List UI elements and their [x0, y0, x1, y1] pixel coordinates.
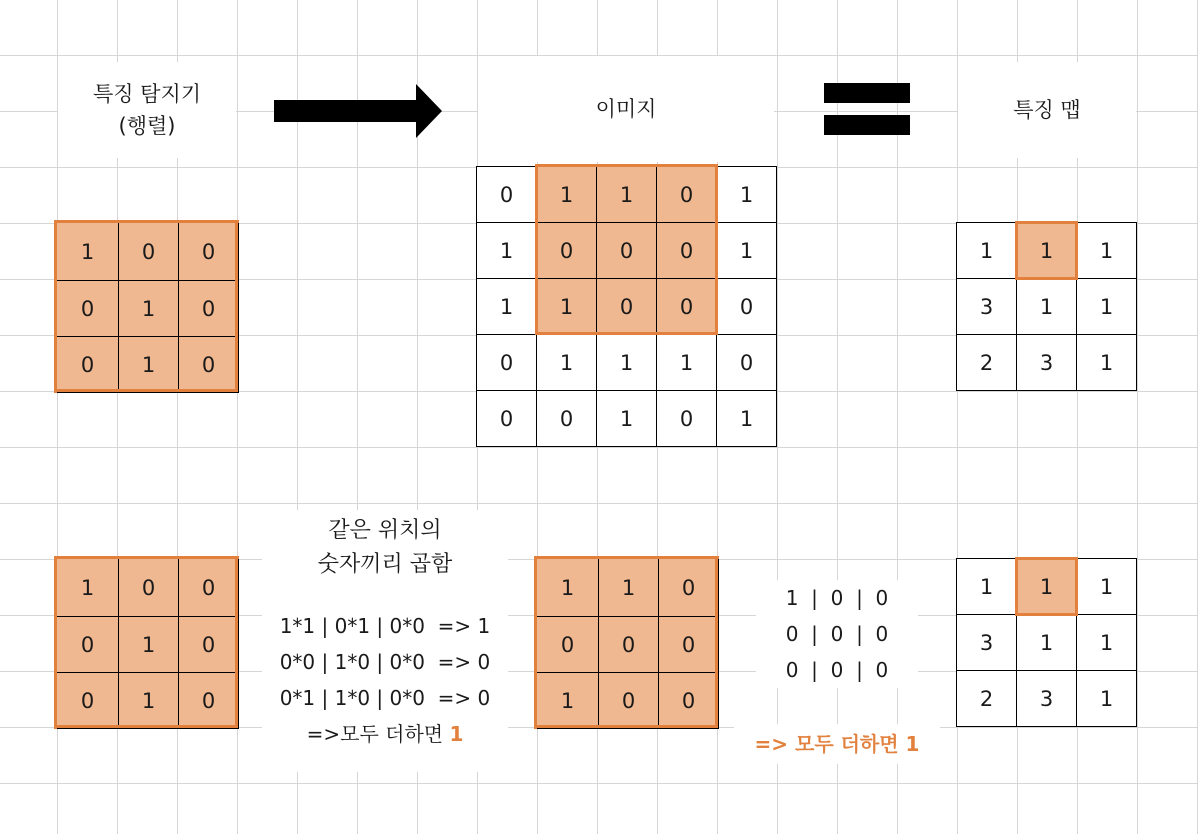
text-line: 0*1 | 1*0 | 0*0 => 0	[279, 686, 491, 710]
matrix-cell: 1	[1017, 279, 1077, 335]
matrix-cell: 0	[717, 335, 777, 391]
matrix-cell: 1	[957, 559, 1017, 615]
feature-map-matrix	[956, 222, 1137, 391]
matrix-cell: 0	[599, 673, 659, 729]
explanation-title-2: 숫자끼리 곱함	[317, 552, 453, 577]
matrix-cell: 1	[1017, 615, 1077, 671]
matrix-cell: 1	[537, 279, 597, 335]
feature-detector-subtitle: (행렬)	[118, 114, 176, 138]
matrix-cell: 1	[597, 391, 657, 447]
text-line: 1 | 0 | 0	[785, 586, 889, 610]
image-patch-matrix	[534, 556, 719, 729]
feature-detector-label	[58, 62, 236, 158]
matrix-cell: 0	[477, 167, 537, 223]
image-label: 이미지	[478, 56, 774, 162]
matrix-cell: 0	[57, 281, 119, 337]
matrix-cell: 1	[57, 223, 119, 281]
matrix-cell: 1	[1077, 223, 1137, 279]
matrix-cell: 1	[1077, 335, 1137, 391]
matrix-cell: 1	[119, 617, 179, 673]
feature-detector-title: 특징 탐지기	[92, 82, 202, 106]
matrix-cell: 1	[537, 673, 599, 729]
explanation	[262, 510, 508, 772]
matrix-cell: 0	[477, 391, 537, 447]
matrix-cell: 0	[179, 223, 239, 281]
matrix-cell: 1	[717, 223, 777, 279]
matrix-cell: 3	[1017, 671, 1077, 727]
sum-prefix: =>모두 더하면	[306, 722, 450, 746]
matrix-cell: 0	[659, 559, 719, 617]
matrix-cell: 0	[179, 559, 239, 617]
matrix-cell: 0	[119, 223, 179, 281]
matrix-cell: 1	[537, 335, 597, 391]
matrix-cell: 1	[119, 337, 179, 393]
matrix-cell: 1	[1017, 223, 1077, 279]
matrix-cell: 0	[659, 673, 719, 729]
filter-matrix-copy	[54, 556, 239, 729]
matrix-cell: 1	[1077, 671, 1137, 727]
sum-result: => 모두 더하면 1	[734, 724, 940, 764]
matrix-cell: 0	[57, 337, 119, 393]
matrix-cell: 1	[119, 281, 179, 337]
sum-line	[262, 716, 508, 752]
matrix-cell: 0	[57, 673, 119, 729]
multiplication-lines	[262, 608, 508, 716]
matrix-cell: 0	[179, 617, 239, 673]
matrix-cell: 2	[957, 335, 1017, 391]
feature-map-label: 특징 맵	[958, 62, 1136, 158]
matrix-cell: 0	[179, 337, 239, 393]
matrix-cell: 1	[477, 279, 537, 335]
sum-value: 1	[449, 722, 464, 746]
matrix-cell: 1	[597, 335, 657, 391]
matrix-cell: 0	[537, 223, 597, 279]
matrix-cell: 1	[599, 559, 659, 617]
matrix-cell: 1	[119, 673, 179, 729]
right-arrow-icon	[274, 84, 444, 138]
matrix-cell: 1	[537, 167, 597, 223]
matrix-cell: 3	[957, 279, 1017, 335]
matrix-cell: 1	[957, 223, 1017, 279]
matrix-cell: 0	[657, 391, 717, 447]
matrix-cell: 1	[1077, 559, 1137, 615]
filter-matrix	[54, 220, 239, 393]
matrix-cell: 0	[657, 279, 717, 335]
feature-map-matrix-copy	[956, 558, 1137, 727]
product-lines	[756, 580, 918, 688]
text-line: 0 | 0 | 0	[785, 622, 889, 646]
explanation-title-1: 같은 위치의	[328, 518, 442, 543]
matrix-cell: 0	[659, 617, 719, 673]
matrix-cell: 0	[597, 223, 657, 279]
matrix-cell: 1	[477, 223, 537, 279]
matrix-cell: 0	[477, 335, 537, 391]
matrix-cell: 3	[1017, 335, 1077, 391]
matrix-cell: 0	[119, 559, 179, 617]
matrix-cell: 0	[717, 279, 777, 335]
matrix-cell: 3	[957, 615, 1017, 671]
matrix-cell: 1	[1077, 279, 1137, 335]
matrix-cell: 1	[657, 335, 717, 391]
equals-icon	[824, 83, 910, 137]
matrix-cell: 0	[179, 673, 239, 729]
text-line: 0 | 0 | 0	[785, 658, 889, 682]
matrix-cell: 0	[179, 281, 239, 337]
matrix-cell: 1	[717, 391, 777, 447]
matrix-cell: 1	[1077, 615, 1137, 671]
matrix-cell: 0	[599, 617, 659, 673]
matrix-cell: 1	[1017, 559, 1077, 615]
matrix-cell: 2	[957, 671, 1017, 727]
matrix-cell: 1	[537, 559, 599, 617]
text-line: 1*1 | 0*1 | 0*0 => 1	[279, 614, 491, 638]
matrix-cell: 0	[537, 617, 599, 673]
matrix-cell: 0	[537, 391, 597, 447]
matrix-cell: 0	[657, 223, 717, 279]
matrix-cell: 0	[597, 279, 657, 335]
matrix-cell: 1	[57, 559, 119, 617]
matrix-cell: 1	[597, 167, 657, 223]
text-line: 0*0 | 1*0 | 0*0 => 0	[279, 650, 491, 674]
matrix-cell: 0	[657, 167, 717, 223]
products-block	[756, 580, 918, 688]
image-matrix	[476, 166, 777, 447]
matrix-cell: 0	[57, 617, 119, 673]
matrix-cell: 1	[717, 167, 777, 223]
